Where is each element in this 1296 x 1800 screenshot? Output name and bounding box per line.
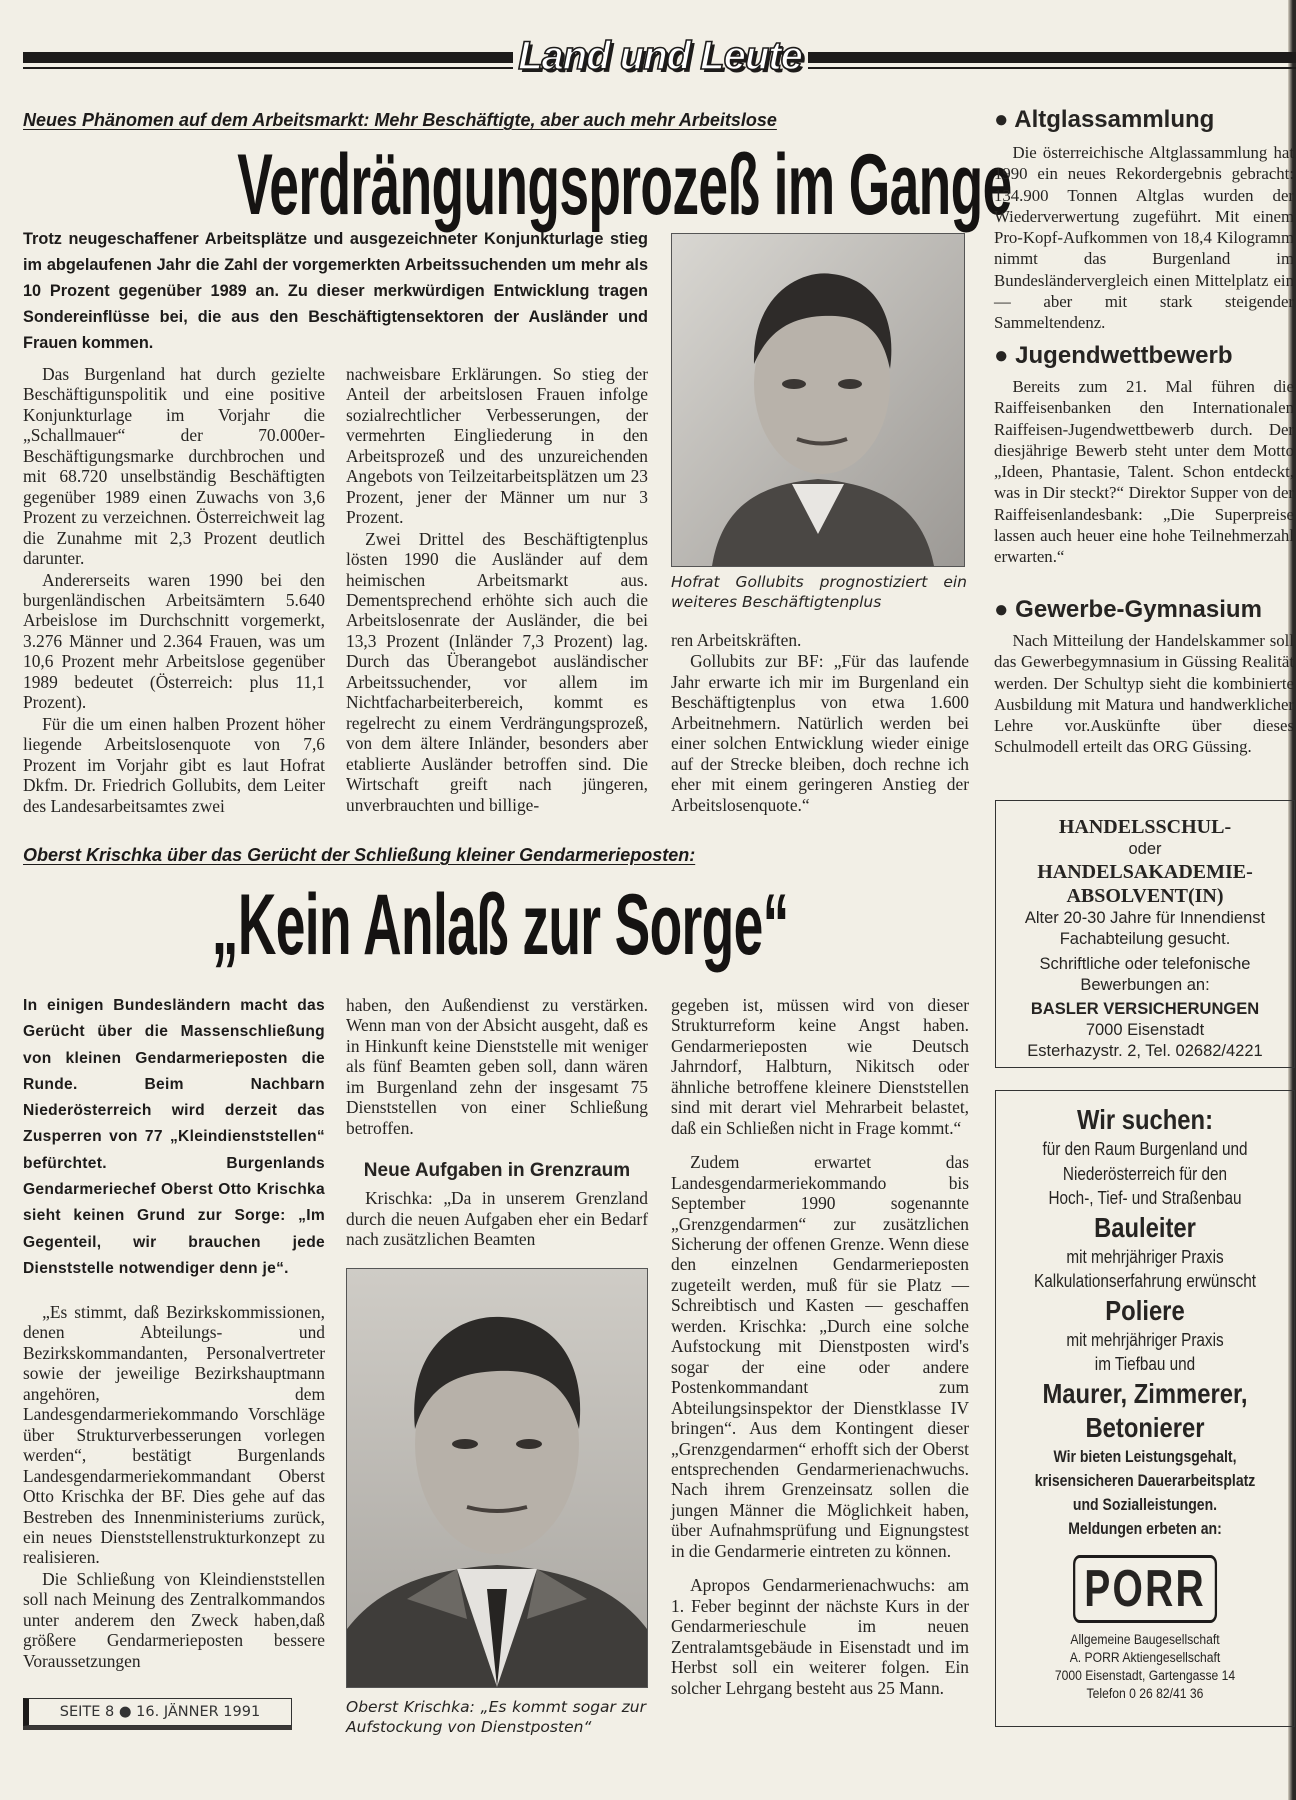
ad-line: Allgemeine Baugesellschaft <box>1070 1631 1220 1647</box>
ad-line: für den Raum Burgenland und <box>1042 1139 1248 1159</box>
paragraph: „Es stimmt, daß Bezirkskommissionen, denen Abteilungs- und Bezirkskommandanten, Personalvertreter sowie der jeweilige Bezirkshauptmann angehören, dem Landesgendarmeriekommando Vorschläge über Strukturverbesserungen vorlegen werden“, bestätigt Burgenlands Landesgendarmeriekommandant Oberst Otto Krischka der BF. Dies gehe auf das Bestreben des Innenministeriums zurück, ein neues Dienststellenstrukturkonzept zu realisieren. <box>23 1302 325 1568</box>
paragraph: Apropos Gendarmerienachwuchs: am 1. Feber beginnt der nächste Kurs in der Gendarmerieschule im neuen Zentralamtsgebäude in Eisenstadt und im Herbst soll ein weiterer folgen. Ein solcher Lehrgang besteht aus 25 Mann. <box>671 1575 969 1698</box>
issue-date: 16. JÄNNER 1991 <box>136 1704 261 1720</box>
article1-column-3 <box>671 630 969 815</box>
article2-column-3 <box>671 995 969 1698</box>
ad-line: oder <box>1128 840 1162 858</box>
article1-kicker: Neues Phänomen auf dem Arbeitsmarkt: Mehr Beschäftigte, aber auch mehr Arbeitslose <box>23 110 777 130</box>
job-ad-basler <box>995 800 1295 1068</box>
ad-address: Esterhazystr. 2, Tel. 02682/4221 <box>1027 1042 1263 1060</box>
ad-line: 7000 Eisenstadt <box>1085 1021 1205 1039</box>
ad-heading: Wir suchen: <box>1077 1104 1213 1135</box>
ad-company: BASLER VERSICHERUNGEN <box>1030 1000 1260 1018</box>
ad-line: mit mehrjähriger Praxis <box>1066 1329 1224 1350</box>
brief-text-gewerbe-gymnasium <box>994 630 1294 758</box>
brief-heading-gewerbe-gymnasium <box>994 596 1262 624</box>
ad-line: Wir bieten Leistungsgehalt, <box>1053 1447 1237 1466</box>
article2-lead: In einigen Bundesländern macht das Gerücht über die Massenschließung von kleinen Gendarmerieposten die Runde. Beim Nachbarn Niederösterreich wird derzeit das Zusperren von 77 „Kleindienststellen“ befürchtet. Burgenlands Gendarmeriechef Oberst Otto Krischka sieht keinen Grund zur Sorge: „Im Gegenteil, wir brauchen jede Dienststelle notwendiger denn je“. <box>23 997 325 1277</box>
section-logo: Land und Leute <box>518 34 802 78</box>
ad-line: A. PORR Aktiengesellschaft <box>1069 1649 1221 1665</box>
brief-text-jugendwettbewerb <box>994 376 1294 568</box>
ad-line: im Tiefbau und <box>1094 1354 1196 1374</box>
article1-lead: Trotz neugeschaffener Arbeitsplätze und ausgezeichneter Konjunkturlage stieg im abgelaufenen Jahr die Zahl der vorgemerkten Arbeitssuchenden um mehr als 10 Prozent gegenüber 1989 an. Zu dieser merkwürdigen Entwicklung tragen Sondereinflüsse bei, die aus den Beschäftigtensektoren der Ausländer und Frauen kommen. <box>23 230 648 352</box>
ad-line: Telefon 0 26 82/41 36 <box>1086 1685 1204 1701</box>
page-footer <box>23 1698 292 1726</box>
paragraph: Krischka: „Da in unserem Grenzland durch die neuen Aufgaben eher ein Bedarf nach zusätzlichen Beamten <box>346 1188 648 1250</box>
article2-headline <box>0 877 1000 973</box>
job-ad-porr <box>995 1090 1295 1727</box>
bullet-icon: ● <box>994 596 1016 623</box>
article1-column-1 <box>23 364 325 816</box>
article1-headline-text: Verdrängungsprozeß im Gange <box>237 137 1012 233</box>
article2-column-1 <box>23 1302 325 1671</box>
ad-line: mit mehrjähriger Praxis <box>1066 1246 1224 1267</box>
ad-line: Hoch-, Tief- und Straßenbau <box>1048 1188 1242 1208</box>
bullet-icon: ● <box>994 342 1016 369</box>
ad-job-title: Betonierer <box>1085 1411 1205 1443</box>
brief-title: Altglassammlung <box>1014 106 1215 133</box>
section-rule-right <box>808 52 1296 72</box>
photo-oberst-krischka <box>346 1268 648 1688</box>
ad-line: HANDELSAKADEMIE- <box>1037 861 1253 883</box>
portrait-image <box>347 1269 647 1687</box>
ad-line: ABSOLVENT(IN) <box>1066 885 1224 907</box>
paragraph: Zudem erwartet das Landesgendarmeriekommando bis September 1990 sogenannte „Grenzgendarmen“ zur zusätzlichen Sicherung der offenen Grenze. Wenn diese den einzelnen Gendarmerieposten zugeteilt werden, muß für sie Platz — Schreibtisch und Kasten — geschaffen werden. Krischka: „Durch eine solche Aufstockung mit Dienstposten wird's sogar der eine oder andere Postenkommandant zum Abteilungsinspektor der Dienstklasse IV bringen“. Aus dem Kontingent dieser „Grenzgendarmen“ erhofft sich der Oberst entsprechenden Gendarmerienachwuchs. Nach ihrem Grenzeinsatz sollen die jungen Männer die Möglichkeit haben, über Aufnahmsprüfung und Eignungstest in die Gendarmerie eintreten zu können. <box>671 1152 969 1561</box>
brief-title: Gewerbe-Gymnasium <box>1015 596 1262 623</box>
brief-heading-jugendwettbewerb <box>994 342 1233 370</box>
ad-job-title: Maurer, Zimmerer, <box>1042 1377 1248 1409</box>
ad-line: krisensicheren Dauerarbeitsplatz <box>1034 1471 1256 1490</box>
photo-caption-krischka: Oberst Krischka: „Es kommt sogar zur Aufstockung von Dienstposten“ <box>346 1698 646 1736</box>
paragraph: Für die um einen halben Prozent höher liegende Arbeitslosenquote von 7,6 Prozent im Vorjahr gibt es laut Hofrat Dkfm. Dr. Friedrich Gollubits, dem Leiter des Landesarbeitsamtes zwei <box>23 713 325 816</box>
ad-line: Niederösterreich für den <box>1062 1163 1228 1184</box>
ad-line: Kalkulationserfahrung erwünscht <box>1034 1271 1256 1291</box>
article1-headline <box>0 137 1012 233</box>
ad-line: Bewerbungen an: <box>1080 976 1210 994</box>
section-rule-left <box>23 52 513 72</box>
article2-headline-text: „Kein Anlaß zur Sorge“ <box>211 877 789 973</box>
photo-hofrat-gollubits <box>671 233 965 567</box>
paragraph: haben, den Außendienst zu verstärken. Wenn man von der Absicht ausgeht, daß es in Hinkunft keine Dienststelle mit weniger als fünf Beamten geben soll, dann wären im Burgenland zehn der insgesamt 75 Dienststellen von einer Schließung betroffen. <box>346 995 648 1138</box>
ad-line: und Sozialleistungen. <box>1072 1495 1218 1514</box>
article1-column-2 <box>346 364 648 815</box>
ad-line: 7000 Eisenstadt, Gartengasse 14 <box>1054 1667 1236 1683</box>
paragraph: Die Schließung von Kleindienststellen soll nach Meinung des Zentralkommandos unter anderem den Zweck haben,daß größere Gendarmerieposten bessere Voraussetzungen <box>23 1568 325 1671</box>
portrait-image <box>672 234 964 566</box>
bullet-icon: ● <box>118 1704 132 1720</box>
paragraph: nachweisbare Erklärungen. So stieg der Anteil der arbeitslosen Frauen infolge sozialrechtlicher Verbesserungen, der vermehrten Eingliederung in den Arbeitsprozeß und des unzureichenden Angebots von Teilzeitarbeitsplätzen um 23 Prozent, jener der Männer um nur 3 Prozent. <box>346 364 648 528</box>
paragraph: Nach Mitteilung der Handelskammer soll das Gewerbegymnasium in Güssing Realität werden. Der Schultyp sieht die kombinierte Ausbildung mit Matura und handwerklicher Lehre vor.Auskünfte über dieses Schulmodell erteilt das ORG Güssing. <box>994 631 1294 757</box>
paragraph: ren Arbeitskräften. <box>671 630 802 650</box>
brief-title: Jugendwettbewerb <box>1015 342 1233 369</box>
paragraph: Gollubits zur BF: „Für das laufende Jahr erwarte ich mir im Burgenland ein Beschäftigtenplus von etwa 1.600 Arbeitnehmern. Natürlich werden bei einer solchen Entwicklung wieder einige auf der Strecke bleiben, doch rechne ich eher mit einem geringeren Anstieg der Arbeitslosenquote.“ <box>671 651 969 815</box>
page-number: SEITE 8 <box>59 1704 115 1720</box>
porr-logo: PORR <box>1073 1555 1217 1623</box>
paragraph: Zwei Drittel des Beschäftigtenplus lösten 1990 die Ausländer auf dem heimischen Arbeitsmarkt aus. Dementsprechend erhöhte sich auch die Arbeitslosenrate der Ausländer, die bei 13,3 Prozent (Inländer 7,3 Prozent) lag. Durch das Überangebot ausländischer Arbeitssuchender, vor allem im Nichtfacharbeiterbereich, kommt es regelrecht zu einem Verdrängungsprozeß, von dem ältere Inländer, besonders aber etablierte Ausländer betroffen sind. Die Wirtschaft greift nach jüngeren, unverbrauchten und billige- <box>346 528 648 815</box>
brief-heading-altglassammlung <box>994 106 1214 134</box>
ad-line: Schriftliche oder telefonische <box>1039 955 1251 973</box>
ad-line: Alter 20-30 Jahre für Innendienst <box>1024 909 1266 927</box>
article2-kicker: Oberst Krischka über das Gerücht der Schließung kleiner Gendarmerieposten: <box>23 845 696 865</box>
ad-line: Meldungen erbeten an: <box>1068 1519 1222 1538</box>
photo-caption-gollubits: Hofrat Gollubits prognostiziert ein weiteres Beschäftigtenplus <box>671 573 967 611</box>
paragraph: Bereits zum 21. Mal führen die Raiffeisenbanken den Internationalen Raiffeisen-Jugendwettbewerb durch. Der diesjährige Bewerb steht unter dem Motto „Ideen, Phantasie, Talent. Schon entdeckt, was in Dir steckt?“ Direktor Supper von der Raiffeisenlandesbank: „Die Superpreise lassen auch heuer eine hohe Teilnehmerzahl erwarten.“ <box>994 377 1294 567</box>
paragraph: Das Burgenland hat durch gezielte Beschäftigunspolitik und eine positive Konjunkturlage im Vorjahr die „Schallmauer“ der 70.000er-Beschäftigungsmarke durchbrochen und mit 68.720 unselbständig Beschäftigten gegenüber 1989 einen Zuwachs von 3,6 Prozent zu verzeichnen. Österreichweit lag die Zunahme mit 2,3 Prozent deutlich darunter. <box>23 364 325 569</box>
ad-job-title: Poliere <box>1105 1294 1185 1326</box>
paragraph: Die österreichische Altglassammlung hat 1990 ein neues Rekordergebnis gebracht: 134.900 Tonnen Altglas wurden der Wiederverwertung zugeführt. Mit einem Pro-Kopf-Aufkommen von 18,4 Kilogramm nimmt das Burgenland im Bundesländervergleich einen Mittelplatz ein — aber mit stark steigender Sammeltendenz. <box>994 143 1294 333</box>
bullet-icon: ● <box>994 106 1015 133</box>
article2-subheading: Neue Aufgaben in Grenzraum <box>363 1160 631 1182</box>
ad-line: HANDELSSCHUL- <box>1058 816 1232 838</box>
paragraph: Andererseits waren 1990 bei den burgenländischen Arbeitsämtern 5.640 Arbeislose im Durchschnitt vorgemerkt, 3.276 Männer und 2.364 Frauen, was um 10,6 Prozent mehr Arbeitslose gegenüber 1989 bedeutet (Österreich: plus 11,1 Prozent). <box>23 569 325 713</box>
ad-line: Fachabteilung gesucht. <box>1059 930 1231 948</box>
ad-job-title: Bauleiter <box>1094 1211 1196 1243</box>
article2-column-2 <box>346 995 648 1250</box>
paragraph: gegeben ist, müssen wird von dieser Strukturreform keine Angst haben. Gendarmerieposten wie Deutsch Jahrndorf, Halbturn, Nikitsch oder ähnliche betroffene kleinere Dienststellen sind mit derart viel Mehrarbeit belastet, daß ein Schließen nicht in Frage kommt.“ <box>671 995 969 1138</box>
brief-text-altglassammlung <box>994 142 1294 334</box>
